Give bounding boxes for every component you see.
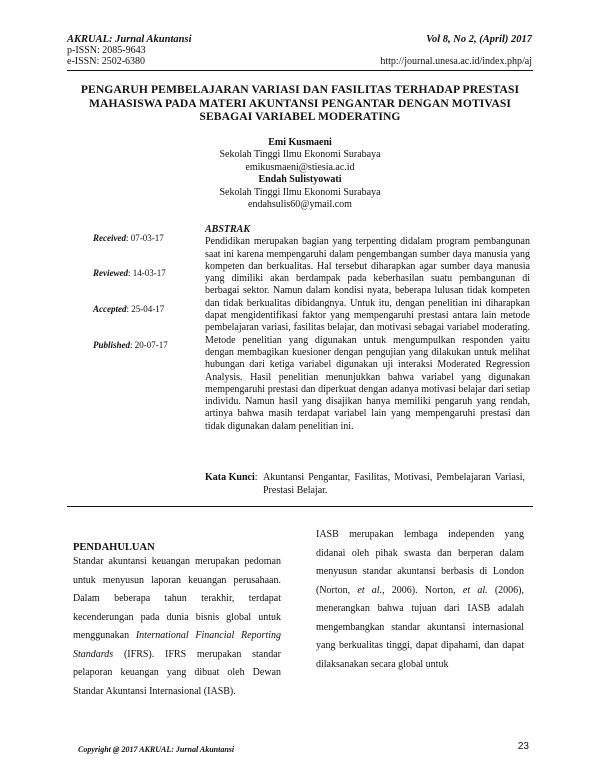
intro-text-d: , 2006). Norton, [382,584,463,596]
journal-url[interactable]: http://journal.unesa.ac.id/index.php/aj [380,56,532,67]
keywords-label [205,471,263,484]
et-al-2: et al. [462,584,488,596]
intro-text-a: Standar akuntansi keuangan merupakan pedoman untuk menyusun laporan keuangan perusahaan. Dalam beberapa tahun terakhir, terdapat kecenderungan pada dunia bisnis global untuk menggunakan [73,556,281,641]
abstract [205,224,530,433]
accepted-date [93,304,203,314]
intro-right-column [316,526,524,674]
author-affiliation-1: Sekolah Tinggi Ilmu Ekonomi Surabaya [219,149,381,161]
received-label: Received [93,233,126,243]
received-value: : 07-03-17 [125,233,164,243]
intro-left-column [73,553,281,701]
author-email-1[interactable]: emikusmaeni@stiesia.ac.id [245,161,355,173]
pissn: p-ISSN: 2085-9643 [67,45,146,56]
abstract-heading: ABSTRAK [205,224,251,235]
journal-header-left [67,34,192,67]
keywords-sep: : [254,472,258,483]
copyright: Copyright @ 2017 AKRUAL: Jurnal Akuntansi [78,745,235,754]
eissn: e-ISSN: 2502-6380 [67,56,146,67]
paper-title [80,83,520,124]
page-number: 23 [517,741,529,752]
title-line-2: MAHASISWA PADA MATERI AKUNTANSI PENGANTAR DENGAN MOTIVASI [88,96,512,110]
title-line-3: SEBAGAI VARIABEL MODERATING [199,110,401,123]
published-label: Published [93,340,131,350]
abstract-text: Pendidikan merupakan bagian yang terpenting didalam program pembangunan saat ini karena mempengaruhi dalam pengembangan sumber daya manusia yang kompeten dan berkualitas. Hal tersebut diharapkan agar sumber daya manusia yang dimiliki akan berdampak pada keberhasilan suatu pembangunan di berbagai sektor. Namun dalam kondisi nyata, beberapa lulusan tidak kompeten dan tidak berkualitas dibidangnya. Untuk itu, dengan penelitian ini diharapkan dapat mengidentifikasi faktor yang mempengaruhi prestasi antara lain metode pembelajaran variasi, fasilitas belajar, dan motivasi sebagai variabel moderating. Metode penelitian yang digunakan untuk mengumpulkan responden yaitu dengan membagikan kuesioner dengan pengujian yang dilakukan untuk melihat hubungan dari ketiga variabel digunakan uji interaksi Moderated Regression Analysis. Hasil penelitian menunjukkan bahwa variabel yang digunakan mempengaruhi prestasi dan diperkuat dengan adanya motivasi belajar dari setiap individu. Namun hasil yang disajikan hanya memiliki pengaruh yang rendah, artinya bahwa masih terdapat variabel lain yang mempengaruhi prestasi dan tidak digunakan dalam penelitian ini. [205,236,530,432]
author-affiliation-2: Sekolah Tinggi Ilmu Ekonomi Surabaya [219,186,381,198]
keywords-value: Akuntansi Pengantar, Fasilitas, Motivasi, Pembelajaran Variasi, Prestasi Belajar. [263,472,525,496]
keywords [205,471,530,497]
intro-text-b: (IFRS). IFRS merupakan standar pelaporan keuangan yang dibuat oleh Dewan Standar Akuntansi Internasional (IASB). [73,648,281,697]
author-name-2: Endah Sulistyowati [258,174,342,186]
author-name-1: Emi Kusmaeni [268,137,332,148]
published-value: : 20-07-17 [130,340,168,350]
reviewed-label: Reviewed [93,268,128,278]
intro-text-e: (2006), menerangkan bahwa tujuan dari IASB adalah mengembangkan standar akuntansi internasional yang berkualitas tinggi, dapat dipahami, dan dapat dilaksanakan secara global untuk [316,584,524,670]
intro-paragraph-1 [73,553,281,701]
journal-header-right [380,34,532,67]
published-date [93,340,203,350]
header-rule [67,70,533,71]
author-email-2[interactable]: endahsulis60@ymail.com [248,199,352,211]
reviewed-value: : 14-03-17 [128,268,166,278]
abstract-rule [67,506,533,507]
intro-paragraph-2 [316,526,524,674]
accepted-label: Accepted [93,304,127,314]
et-al-1: et al. [357,584,383,596]
section-heading: PENDAHULUAN [73,542,155,553]
reviewed-date [93,268,203,278]
volume-info: Vol 8, No 2, (April) 2017 [426,34,532,45]
keywords-label-text: Kata Kunci [205,472,255,483]
received-date [93,233,203,243]
ifrs-term: International Financial Reporting Standards [73,630,281,660]
journal-name: AKRUAL: Jurnal Akuntansi [67,34,192,45]
accepted-value: : 25-04-17 [126,304,165,314]
title-line-1: PENGARUH PEMBELAJARAN VARIASI DAN FASILITAS TERHADAP PRESTASI [80,83,520,96]
intro-text-c: IASB merupakan lembaga independen yang didanai oleh pihak swasta dan berperan dalam menyusun standar akuntansi berbasis di London (Norton, [316,529,524,596]
author-block [150,137,450,211]
